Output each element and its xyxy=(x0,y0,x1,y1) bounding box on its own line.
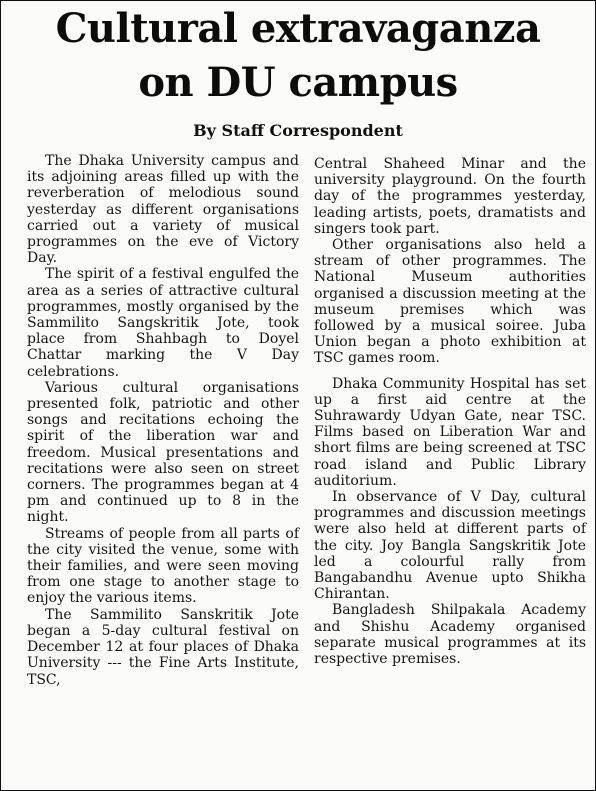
paragraph: The spirit of a festival engulfed the area as a series of attractive cultural programmes, mostly organised by the Sammilito Sangskritik Jote, took place from Shahbagh to Doyel Chattar marking the V Day celebrations. xyxy=(27,266,299,380)
paragraph: Various cultural organisations presented folk, patriotic and other songs and recitations echoing the spirit of the liberation war and freedom. Musical presentations and recitations were also seen on street corners. The programmes began at 4 pm and continued up to 8 in the night. xyxy=(27,379,299,526)
paragraph: Central Shaheed Minar and the university playground. On the fourth day of the programmes yesterday, leading artists, poets, dramatists and singers took part. xyxy=(314,156,586,237)
paragraph: Other organisations also held a stream of other programmes. The National Museum authorities organised a discussion meeting at the museum premises which was followed by a musical soiree. Juba Union began a photo exhibition at TSC games room. xyxy=(314,237,586,367)
byline: By Staff Correspondent xyxy=(193,121,403,140)
headline-line-1: Cultural extravaganza xyxy=(55,5,541,52)
paragraph: The Dhaka University campus and its adjoining areas filled up with the reverberation of melodious sound yesterday as different organisations carried out a variety of musical programmes on the eve of Victory Day. xyxy=(27,153,299,267)
paragraph: Dhaka Community Hospital has set up a first aid centre at the Suhrawardy Udyan Gate, near TSC. Films based on Liberation War and short films are being screened at TSC road island and Public Library auditorium. xyxy=(314,375,586,489)
paragraph: Streams of people from all parts of the city visited the venue, some with their families, and were seen moving from one stage to another stage to enjoy the various items. xyxy=(27,525,299,607)
paragraph: In observance of V Day, cultural programmes and discussion meetings were also held at different parts of the city. Joy Bangla Sangskritik Jote led a colourful rally from Bangabandhu Avenue upto Shikha Chirantan. xyxy=(314,489,586,603)
headline-line-2: on DU campus xyxy=(138,59,458,106)
paragraph: Bangladesh Shilpakala Academy and Shishu Academy organised separate musical programmes at its respective premises. xyxy=(314,602,586,668)
paragraph: The Sammilito Sanskritik Jote began a 5-day cultural festival on December 12 at four places of Dhaka University --- the Fine Arts Institute, TSC, xyxy=(27,606,299,688)
article-column-left xyxy=(27,153,299,688)
article-column-right xyxy=(314,156,586,667)
